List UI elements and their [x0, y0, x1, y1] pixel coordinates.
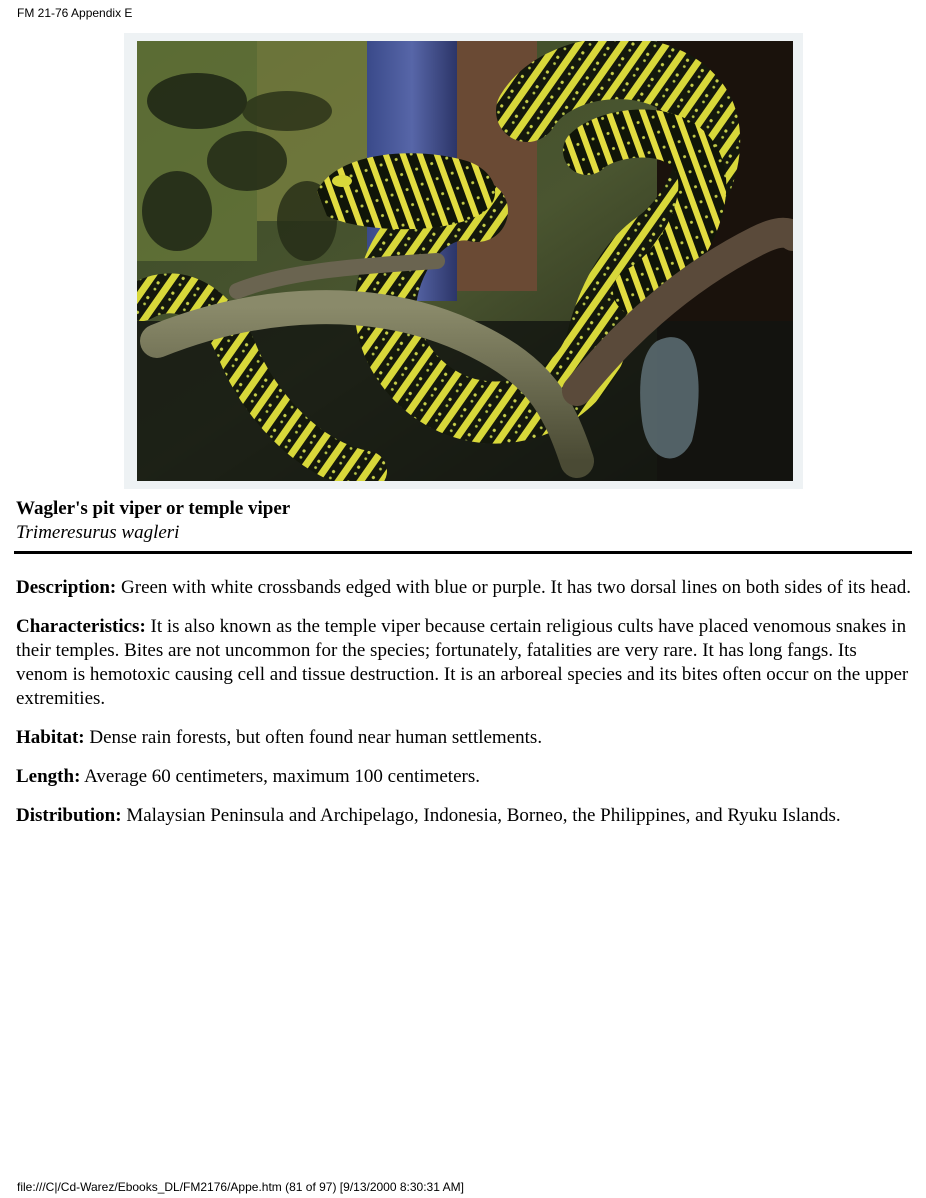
- description-text: Green with white crossbands edged with blue or purple. It has two dorsal lines on both sides of its head.: [121, 577, 911, 598]
- habitat-text: Dense rain forests, but often found near human settlements.: [89, 727, 543, 748]
- distribution-paragraph: [16, 804, 912, 828]
- description-label: Description:: [16, 577, 117, 598]
- common-name-heading: Wagler's pit viper or temple viper: [16, 498, 291, 519]
- characteristics-paragraph: [16, 615, 912, 711]
- characteristics-label: Characteristics:: [16, 616, 146, 637]
- snake-photo-image: [137, 41, 793, 481]
- distribution-text: Malaysian Peninsula and Archipelago, Indonesia, Borneo, the Philippines, and Ryuku Islands.: [126, 805, 841, 826]
- habitat-paragraph: [16, 726, 912, 750]
- page-footer: file:///C|/Cd-Warez/Ebooks_DL/FM2176/Appe.htm (81 of 97) [9/13/2000 8:30:31 AM]: [17, 1180, 464, 1194]
- habitat-label: Habitat:: [16, 727, 85, 748]
- length-text: Average 60 centimeters, maximum 100 centimeters.: [84, 766, 480, 787]
- characteristics-text: It is also known as the temple viper because certain religious cults have placed venomous snakes in their temples. Bites are not uncommon for the species; fortunately, fatalities are very rare. It has long fangs. Its venom is hemotoxic causing cell and tissue destruction. It is an arboreal species and its bites often occur on the upper extremities.: [16, 616, 909, 709]
- species-title-block: [16, 497, 290, 545]
- description-paragraph: [16, 576, 912, 600]
- length-label: Length:: [16, 766, 81, 787]
- length-paragraph: [16, 765, 912, 789]
- snake-photo: [124, 33, 803, 489]
- section-divider: [14, 551, 912, 554]
- species-details: [16, 576, 912, 843]
- page-header: FM 21-76 Appendix E: [17, 6, 133, 20]
- scientific-name: Trimeresurus wagleri: [16, 522, 180, 543]
- distribution-label: Distribution:: [16, 805, 122, 826]
